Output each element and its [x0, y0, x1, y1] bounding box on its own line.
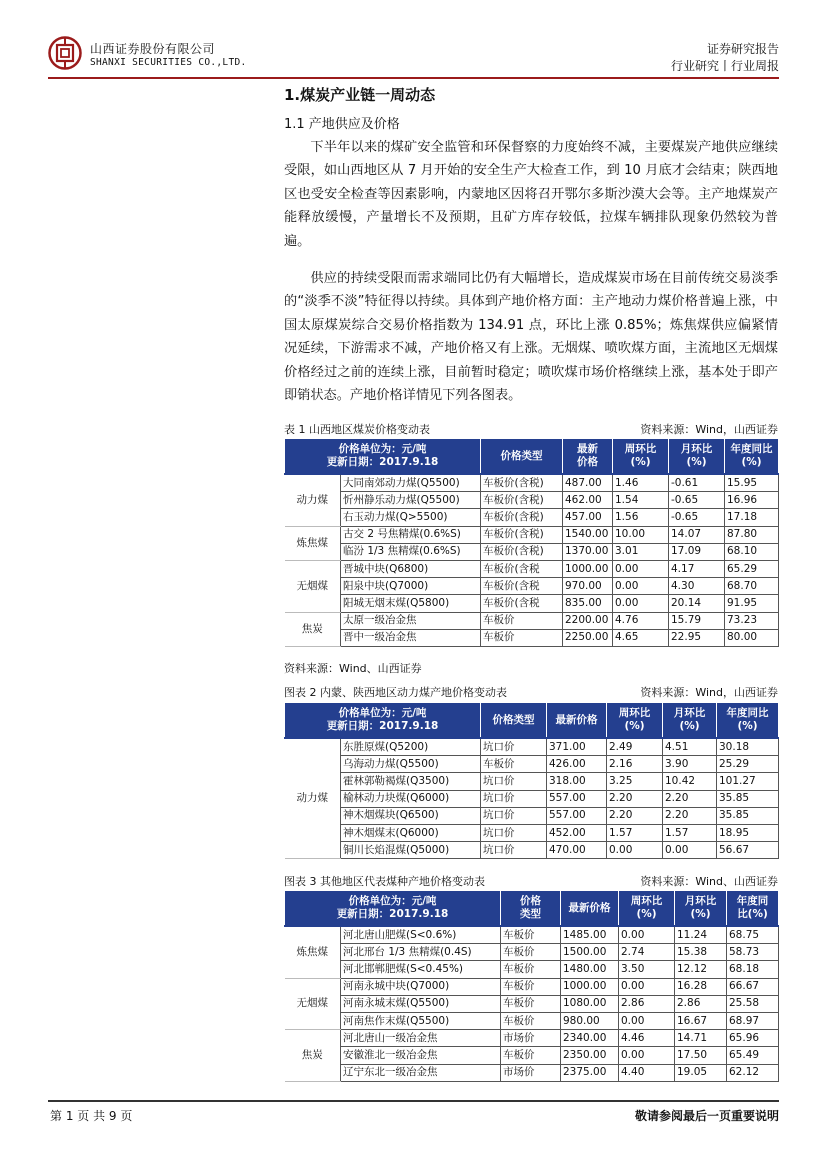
table-cell: 68.70 — [725, 578, 779, 595]
table-cell: 车板价 — [481, 612, 563, 629]
table-cell: 右玉动力煤(Q>5500) — [341, 509, 481, 526]
header-col-price: 最新价格 — [561, 891, 619, 927]
header-date: 更新日期：2017.9.18 — [336, 908, 449, 920]
table-cell: 15.79 — [669, 612, 725, 629]
table-row — [285, 492, 779, 509]
table2-source: 资料来源：Wind，山西证券 — [640, 686, 778, 699]
table-cell: 2.20 — [607, 790, 663, 807]
table-cell: 2.74 — [619, 944, 675, 961]
header-divider — [48, 77, 779, 79]
table-cell: 80.00 — [725, 629, 779, 646]
page-number: 第 1 页 共 9 页 — [50, 1109, 133, 1123]
table1-title: 表 1 山西地区煤炭价格变动表 — [284, 423, 430, 436]
table-cell: 15.38 — [675, 944, 727, 961]
table-cell: 0.00 — [613, 578, 669, 595]
header-col-yoy: 年度同比 (%) — [717, 703, 779, 739]
table-cell: 晋城中块(Q6800) — [341, 560, 481, 577]
table-cell: 4.51 — [663, 738, 717, 756]
table-cell: 25.29 — [717, 756, 779, 773]
table-cell: 大同南郊动力煤(Q5500) — [341, 474, 481, 492]
table-cell: 1.57 — [663, 824, 717, 841]
header-col-yoy: 年度同比 (%) — [725, 439, 779, 475]
paragraph-1-text: 下半年以来的煤矿安全监管和环保督察的力度始终不减，主要煤炭产地供应继续受限，如山西地区从 7 月开始的安全生产大检查工作，到 10 月底才会结束；陕西地区也受安全检查等因素影响，内蒙地区因将召开鄂尔多斯沙漠大会等。主产地煤炭产能释放缓慢，产量增长不及预期，且矿方库存较低，拉煤车辆排队现象仍然较为普遍。 — [284, 140, 778, 249]
table1-caption — [284, 421, 778, 437]
table-row — [285, 1064, 779, 1081]
table-cell: 0.00 — [613, 560, 669, 577]
table-header-row — [285, 891, 779, 927]
table1-source: 资料来源：Wind，山西证券 — [640, 423, 778, 436]
table3-caption — [284, 873, 778, 889]
table-cell: 12.12 — [675, 961, 727, 978]
table-cell: 坑口价 — [481, 738, 547, 756]
header-col-type: 价格 类型 — [501, 891, 561, 927]
table-row — [285, 595, 779, 612]
table2 — [284, 702, 779, 859]
table-cell: 临汾 1/3 焦精煤(0.6%S) — [341, 543, 481, 560]
table-row — [285, 926, 779, 944]
table3-title: 图表 3 其他地区代表煤种产地价格变动表 — [284, 875, 485, 888]
table-row — [285, 824, 779, 841]
table-cell: 阳泉中块(Q7000) — [341, 578, 481, 595]
header-date: 更新日期：2017.9.18 — [326, 456, 439, 468]
table3-source: 资料来源：Wind、山西证券 — [640, 875, 778, 888]
table-row — [285, 474, 779, 492]
table-row — [285, 509, 779, 526]
table-cell: 68.10 — [725, 543, 779, 560]
table-cell: 阳城无烟末煤(Q5800) — [341, 595, 481, 612]
table-cell: 17.50 — [675, 1047, 727, 1064]
table-cell: 车板价(含税) — [481, 526, 563, 543]
paragraph-2 — [284, 267, 778, 407]
table-cell: 462.00 — [563, 492, 613, 509]
table-cell: 16.28 — [675, 978, 727, 995]
table-cell: 3.01 — [613, 543, 669, 560]
table-cell: 1370.00 — [563, 543, 613, 560]
header-unit: 价格单位为：元/吨 — [338, 443, 427, 455]
table-cell: 58.73 — [727, 944, 779, 961]
header-col-wow: 周环比 (%) — [607, 703, 663, 739]
table-row — [285, 790, 779, 807]
section-subtitle: 1.1 产地供应及价格 — [284, 117, 400, 132]
table-row — [285, 944, 779, 961]
category-cell: 焦炭 — [285, 1030, 341, 1082]
table-cell: 1.46 — [613, 474, 669, 492]
category-cell: 焦炭 — [285, 612, 341, 646]
table-cell: 970.00 — [563, 578, 613, 595]
header-col-mom: 月环比 (%) — [669, 439, 725, 475]
table-cell: 557.00 — [547, 807, 607, 824]
header-col-type: 价格类型 — [481, 439, 563, 475]
table-cell: 73.23 — [725, 612, 779, 629]
disclaimer-note: 敬请参阅最后一页重要说明 — [634, 1109, 779, 1123]
table-cell: 车板价(含税 — [481, 595, 563, 612]
page-header — [48, 34, 779, 78]
table-cell: 2250.00 — [563, 629, 613, 646]
table-cell: 河北邢台 1/3 焦精煤(0.4S) — [341, 944, 501, 961]
table-cell: 65.49 — [727, 1047, 779, 1064]
header-col-wow: 周环比 (%) — [619, 891, 675, 927]
table-cell: 17.09 — [669, 543, 725, 560]
table-cell: 91.95 — [725, 595, 779, 612]
table-cell: 4.76 — [613, 612, 669, 629]
table-cell: 车板价 — [501, 944, 561, 961]
table-cell: 0.00 — [663, 842, 717, 859]
table-cell: 河北邯郸肥煤(S<0.45%) — [341, 961, 501, 978]
table-cell: 68.18 — [727, 961, 779, 978]
table-cell: 19.05 — [675, 1064, 727, 1081]
table-cell: 1500.00 — [561, 944, 619, 961]
table-row — [285, 961, 779, 978]
table1 — [284, 438, 779, 647]
table-cell: 河南永城中块(Q7000) — [341, 978, 501, 995]
table-cell: 河北唐山一级冶金焦 — [341, 1030, 501, 1047]
table-row — [285, 612, 779, 629]
table-row — [285, 842, 779, 859]
table-cell: 安徽淮北一级冶金焦 — [341, 1047, 501, 1064]
table-cell: 坑口价 — [481, 842, 547, 859]
table-cell: -0.61 — [669, 474, 725, 492]
header-col-mom: 月环比 (%) — [675, 891, 727, 927]
table-cell: 35.85 — [717, 807, 779, 824]
table-cell: 2350.00 — [561, 1047, 619, 1064]
table-cell: 车板价 — [501, 995, 561, 1012]
table-cell: 神木烟煤末(Q6000) — [341, 824, 481, 841]
header-unit-date — [285, 439, 481, 475]
table-cell: 10.00 — [613, 526, 669, 543]
table-cell: 河北唐山肥煤(S<0.6%) — [341, 926, 501, 944]
category-cell: 无烟煤 — [285, 560, 341, 612]
table-cell: 1.54 — [613, 492, 669, 509]
company-logo-icon — [48, 36, 82, 70]
table-cell: 1480.00 — [561, 961, 619, 978]
table-cell: 1080.00 — [561, 995, 619, 1012]
table-header-row — [285, 703, 779, 739]
footer-divider — [48, 1100, 779, 1102]
table-cell: 车板价(含税) — [481, 492, 563, 509]
table-cell: 980.00 — [561, 1012, 619, 1029]
category-cell: 无烟煤 — [285, 978, 341, 1030]
table-cell: 14.71 — [675, 1030, 727, 1047]
table-cell: 晋中一级冶金焦 — [341, 629, 481, 646]
table-cell: 车板价 — [481, 629, 563, 646]
table-row — [285, 738, 779, 756]
report-type: 证券研究报告 — [706, 42, 779, 56]
table-row — [285, 629, 779, 646]
table-cell: 17.18 — [725, 509, 779, 526]
table-cell: 车板价 — [481, 756, 547, 773]
table-cell: 2.20 — [663, 790, 717, 807]
table-cell: 2.16 — [607, 756, 663, 773]
table-cell: 10.42 — [663, 773, 717, 790]
paragraph-2-text: 供应的持续受限而需求端同比仍有大幅增长，造成煤炭市场在目前传统交易淡季的“淡季不淡”特征得以持续。具体到产地价格方面：主产地动力煤价格普遍上涨，中国太原煤炭综合交易价格指数为 134.91 点，环比上涨 0.85%；炼焦煤供应偏紧情况延续，下游需求不减，产地价格又有上涨。无烟煤、喷吹煤方面，主流地区无烟煤价格经过之前的连续上涨，目前暂时稳定；喷吹煤市场价格继续上涨，基本处于即产即销状态。产地价格详情见下列各图表。 — [284, 271, 778, 404]
header-col-price: 最新价格 — [547, 703, 607, 739]
table-cell: 452.00 — [547, 824, 607, 841]
header-col-yoy: 年度同 比(%) — [727, 891, 779, 927]
table-cell: 25.58 — [727, 995, 779, 1012]
company-name-en: SHANXI SECURITIES CO.,LTD. — [90, 57, 247, 68]
table-cell: 4.30 — [669, 578, 725, 595]
table-row — [285, 978, 779, 995]
table-cell: 忻州静乐动力煤(Q5500) — [341, 492, 481, 509]
table-cell: 3.90 — [663, 756, 717, 773]
table-cell: 35.85 — [717, 790, 779, 807]
table-cell: 0.00 — [613, 595, 669, 612]
table-cell: 铜川长焰混煤(Q5000) — [341, 842, 481, 859]
table-cell: 66.67 — [727, 978, 779, 995]
table-cell: 市场价 — [501, 1030, 561, 1047]
table-cell: 车板价(含税) — [481, 474, 563, 492]
table-cell: 河南永城末煤(Q5500) — [341, 995, 501, 1012]
table-cell: 车板价 — [501, 926, 561, 944]
table-cell: 457.00 — [563, 509, 613, 526]
table-cell: 470.00 — [547, 842, 607, 859]
table-cell: 1.56 — [613, 509, 669, 526]
table-row — [285, 807, 779, 824]
table-cell: 车板价 — [501, 1047, 561, 1064]
table-cell: 22.95 — [669, 629, 725, 646]
category-cell: 炼焦煤 — [285, 926, 341, 978]
header-unit: 价格单位为：元/吨 — [338, 707, 427, 719]
table-cell: 65.29 — [725, 560, 779, 577]
table-cell: 487.00 — [563, 474, 613, 492]
table-cell: 辽宁东北一级冶金焦 — [341, 1064, 501, 1081]
report-subtype: 行业研究丨行业周报 — [670, 59, 779, 73]
table-cell: 坑口价 — [481, 824, 547, 841]
table-cell: 2.86 — [619, 995, 675, 1012]
table-cell: 2200.00 — [563, 612, 613, 629]
table-cell: 古交 2 号焦精煤(0.6%S) — [341, 526, 481, 543]
table-cell: 乌海动力煤(Q5500) — [341, 756, 481, 773]
header-date: 更新日期：2017.9.18 — [326, 720, 439, 732]
header-unit-date — [285, 703, 481, 739]
table-cell: 4.17 — [669, 560, 725, 577]
table-cell: 0.00 — [619, 1012, 675, 1029]
table-cell: 0.00 — [607, 842, 663, 859]
header-col-type: 价格类型 — [481, 703, 547, 739]
table-cell: -0.65 — [669, 492, 725, 509]
table-cell: 1540.00 — [563, 526, 613, 543]
table-cell: -0.65 — [669, 509, 725, 526]
table-cell: 62.12 — [727, 1064, 779, 1081]
table-cell: 河南焦作末煤(Q5500) — [341, 1012, 501, 1029]
table-cell: 2.86 — [675, 995, 727, 1012]
table-row — [285, 1012, 779, 1029]
category-cell: 动力煤 — [285, 474, 341, 526]
table-cell: 87.80 — [725, 526, 779, 543]
table-cell: 市场价 — [501, 1064, 561, 1081]
table-cell: 车板价(含税 — [481, 560, 563, 577]
header-unit: 价格单位为：元/吨 — [348, 895, 437, 907]
table-cell: 318.00 — [547, 773, 607, 790]
table-header-row — [285, 439, 779, 475]
table-row — [285, 995, 779, 1012]
table-cell: 坑口价 — [481, 773, 547, 790]
table-cell: 426.00 — [547, 756, 607, 773]
table-cell: 坑口价 — [481, 807, 547, 824]
table-row — [285, 578, 779, 595]
table-row — [285, 773, 779, 790]
table-cell: 车板价(含税) — [481, 509, 563, 526]
header-col-price: 最新 价格 — [563, 439, 613, 475]
table-cell: 榆林动力块煤(Q6000) — [341, 790, 481, 807]
table-cell: 车板价(含税 — [481, 578, 563, 595]
header-unit-date — [285, 891, 501, 927]
table-row — [285, 526, 779, 543]
table-cell: 0.00 — [619, 926, 675, 944]
table-cell: 18.95 — [717, 824, 779, 841]
table-row — [285, 756, 779, 773]
table-row — [285, 560, 779, 577]
table-cell: 835.00 — [563, 595, 613, 612]
table-cell: 东胜原煤(Q5200) — [341, 738, 481, 756]
table-row — [285, 543, 779, 560]
table-cell: 1000.00 — [563, 560, 613, 577]
table-cell: 68.75 — [727, 926, 779, 944]
table-cell: 16.96 — [725, 492, 779, 509]
header-col-mom: 月环比 (%) — [663, 703, 717, 739]
table-cell: 101.27 — [717, 773, 779, 790]
table-cell: 557.00 — [547, 790, 607, 807]
table-cell: 1.57 — [607, 824, 663, 841]
table-cell: 太原一级冶金焦 — [341, 612, 481, 629]
table-row — [285, 1047, 779, 1064]
table3 — [284, 890, 779, 1082]
table-cell: 2.20 — [607, 807, 663, 824]
table-cell: 3.50 — [619, 961, 675, 978]
table-cell: 神木烟煤块(Q6500) — [341, 807, 481, 824]
table-cell: 68.97 — [727, 1012, 779, 1029]
table-cell: 车板价 — [501, 961, 561, 978]
table-cell: 371.00 — [547, 738, 607, 756]
category-cell: 炼焦煤 — [285, 526, 341, 560]
table-cell: 车板价 — [501, 978, 561, 995]
table-cell: 2.20 — [663, 807, 717, 824]
table-cell: 霍林郭勒褐煤(Q3500) — [341, 773, 481, 790]
table-cell: 1485.00 — [561, 926, 619, 944]
table-row — [285, 1030, 779, 1047]
table-cell: 20.14 — [669, 595, 725, 612]
table-cell: 11.24 — [675, 926, 727, 944]
table-cell: 65.96 — [727, 1030, 779, 1047]
table-cell: 15.95 — [725, 474, 779, 492]
table-cell: 0.00 — [619, 1047, 675, 1064]
table-cell: 16.67 — [675, 1012, 727, 1029]
table-cell: 30.18 — [717, 738, 779, 756]
table-cell: 车板价 — [501, 1012, 561, 1029]
section-title: 1.煤炭产业链一周动态 — [284, 86, 436, 104]
table-cell: 2340.00 — [561, 1030, 619, 1047]
category-cell: 动力煤 — [285, 738, 341, 859]
table-cell: 56.67 — [717, 842, 779, 859]
table2-title: 图表 2 内蒙、陕西地区动力煤产地价格变动表 — [284, 686, 507, 699]
table-cell: 1000.00 — [561, 978, 619, 995]
table-cell: 2375.00 — [561, 1064, 619, 1081]
table-cell: 坑口价 — [481, 790, 547, 807]
table-cell: 0.00 — [619, 978, 675, 995]
table-cell: 2.49 — [607, 738, 663, 756]
table-cell: 4.46 — [619, 1030, 675, 1047]
table-cell: 14.07 — [669, 526, 725, 543]
paragraph-1 — [284, 136, 778, 253]
table1-footnote: 资料来源：Wind、山西证券 — [284, 662, 422, 675]
company-name-cn: 山西证券股份有限公司 — [90, 42, 216, 56]
table-cell: 车板价(含税) — [481, 543, 563, 560]
table-cell: 4.40 — [619, 1064, 675, 1081]
table-cell: 4.65 — [613, 629, 669, 646]
header-col-wow: 周环比 (%) — [613, 439, 669, 475]
table-cell: 3.25 — [607, 773, 663, 790]
table2-caption — [284, 684, 778, 700]
